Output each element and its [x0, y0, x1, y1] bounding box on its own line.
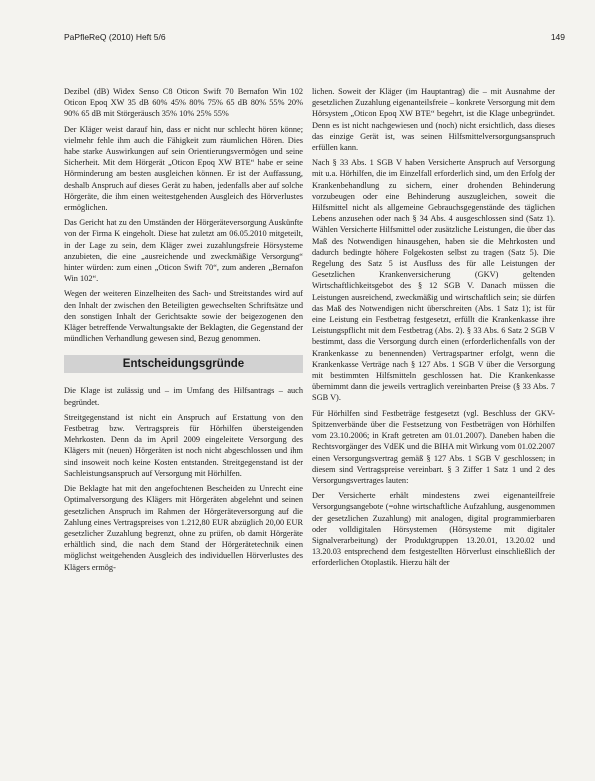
paragraph-subject-matter: Streitgegenstand ist nicht ein Anspruch auf Erstattung von den Festbetrag bzw. Vertragspreis für Hörhilfen übersteigenden Mehrkosten. Denn da im April 2009 eingeleitete Versorgung des Klägers mit (neuen) Hörgeräten ist noch nicht abgeschlossen und ihm sind insoweit noch keine Kosten entstanden. Streitgegenstand ist der Sachleistungsanspruch auf Versorgung mit Hörhilfen. — [64, 412, 303, 478]
page-number: 149 — [550, 32, 565, 42]
paragraph-contract-quote: Der Versicherte erhält mindestens zwei eigenanteilfreie Versorgungsangebote (=ohne wirtschaftliche Aufzahlung, ausgenommen der gesetzlichen Zuzahlung) mit analogen, digital programmierbaren oder volldigitalen Hörsystemen (Hörsysteme mit digitaler Signalverarbeitung) der Produktgruppen 13.20.01, 13.20.02 und 13.20.03 entsprechend dem festgestellten Hörverlust einschließlich der erforderlichen Otoplastik. Hierzu hält der — [312, 491, 555, 568]
paragraph-fixed-amounts: Für Hörhilfen sind Festbeträge festgesetzt (vgl. Beschluss der GKV-Spitzenverbände über die Festsetzung von Festbeträgen von Hörhilfen vom 23.10.2006; in Kraft getreten am 01.01.2007). Daneben haben die Rechtsvorgänger des VdEK und die BIHA mit Wirkung vom 01.02.2007 einen Versorgungsvertrag gemäß § 127 Abs. 1 SGB V geschlossen; in diesem sind Vertragspreise vereinbart. § 3 Ziffer 1 Satz 1 und 2 des Versorgungsvertrages lauten: — [312, 408, 555, 485]
right-column — [312, 86, 555, 573]
left-column — [64, 86, 303, 577]
paragraph-legal-basis: Nach § 33 Abs. 1 SGB V haben Versicherte Anspruch auf Versorgung mit u.a. Hörhilfen, die im Einzelfall erforderlich sind, um den Erfolg der Krankenbehandlung zu sichern, einer drohenden Behinderung vorzubeugen oder eine Behinderung auszugleichen, soweit die Hilfsmittel nicht als allgemeine Gebrauchsgegenstände des täglichen Lebens anzusehen oder nach § 34 Abs. 4 ausgeschlossen sind (Satz 1). Wählen Versicherte Hilfsmittel oder zusätzliche Leistungen, die über das Maß des Notwendigen hinausgehen, haben sie die Mehrkosten und dadurch bedingte höhere Folgekosten selbst zu tragen (Satz 5). Die Regelung des Satz 5 ist Ausfluss des für alle Leistungen der Gesetzlichen Krankenversicherung (GKV) geltenden Wirtschaftlichkeitsgebot des § 12 SGB V. Danach müssen die Leistungen ausreichend, zweckmäßig und wirtschaftlich sein; sie dürfen das Maß des Notwendigen nicht überschreiten (Abs. 1 Satz 1); ist für eine Leistung ein Festbetrag festgesetzt, erfüllt die Krankenkasse ihre Leistungspflicht mit dem Festbetrag (Abs. 2). § 33 Abs. 6 Satz 2 SGB V bestimmt, dass die Versorgung durch einen (erforderlichenfalls von der Krankenkasse zu benennenden) Vertragspartner erfolgt, wenn die Krankenkasse Verträge nach § 127 Abs. 1 SGB V über die Versorgung mit bestimmten Hilfsmitteln geschlossen hat. Die Krankenkasse übernimmt dann die jeweils vertraglich vereinbarten Preise (§ 33 Abs. 7 SGB V). — [312, 158, 555, 403]
running-header — [64, 30, 565, 44]
paragraph-score-table: Dezibel (dB) Widex Senso C8 Oticon Swift 70 Bernafon Win 102 Oticon Epoq XW 35 dB 60% 45% 80% 75% 65 dB 80% 55% 20% 90% 65 dB mit Störgeräusch 35% 10% 25% 55% — [64, 87, 303, 119]
paragraph-court-inquiry: Das Gericht hat zu den Umständen der Hörgeräteversorgung Auskünfte von der Firma K eingeholt. Diese hat zuletzt am 06.05.2010 mitgeteilt, in der Lage zu sein, dem Kläger zwei zuzahlungsfreie Hörsysteme anzubieten, die eine „ausreichende und zweckmäßige Versorgung“ hinter würden: zum einen „Oticon Swift 70“, zum anderen „Bernafon Win 102“. — [64, 218, 303, 284]
paragraph-defendant-decision: Die Beklagte hat mit den angefochtenen Bescheiden zu Unrecht eine Optimalversorgung des Klägers mit Hörgeräten abgelehnt und seinen gesetzlichen Anspruch im Rahmen der Hörgeräteversorgung auf die Zahlung eines Vertragspreises von 1.212,80 EUR abzüglich 20,00 EUR gesetzlicher Zuzahlung begrenzt, ohne zu prüfen, ob damit Hörgeräte erhältlich sind, die nach dem Stand der Hörgerätetechnik einen möglichst weitgehenden Ausgleich des individuellen Hörverlustes des Klägers ermög- — [64, 484, 303, 572]
section-heading-bar — [64, 355, 303, 373]
paragraph-plaintiff-statement: Der Kläger weist darauf hin, dass er nicht nur schlecht hören könne; vielmehr fehle ihm auch die Fähigkeit zum räumlichen Hören. Dies habe starke Auswirkungen auf sein Orientierungsvermögen und seine Sicherheit. Mit dem Hörgerät „Oticon Epoq XW BTE“ habe er seine Hörminderung am besten ausgleichen können. Er ist der Auffassung, deshalb Anspruch auf dieses Gerät zu haben, jedenfalls aber auf solche Hörgeräte, die ihm einen weitestgehenden Ausgleich des Hörverlustes ermöglichen. — [64, 124, 303, 213]
paragraph-further-details: Wegen der weiteren Einzelheiten des Sach- und Streitstandes wird auf den Inhalt der zwischen den Beteiligten gewechselten Schriftsätze und den sonstigen Inhalt der Gerichtsakte sowie der beigezogenen den Kläger betreffende Verwaltungsakte der Beklagten, die Gegenstand der mündlichen Verhandlung gewesen sind, Bezug genommen. — [64, 289, 303, 344]
journal-reference: PaPfleReQ (2010) Heft 5/6 — [64, 32, 166, 42]
paragraph-main-claim: lichen. Soweit der Kläger (im Hauptantrag) die – mit Ausnahme der gesetzlichen Zuzahlung eigenanteilsfreie – konkrete Versorgung mit dem Hörsystem „Oticon Epoq XW BTE“ begehrt, ist die Klage unbegründet. Denn es ist nicht nachgewiesen und (noch) nicht ersichtlich, dass dieses das einzige Gerät ist, was seinen Hilfsmittelversorgungsanspruch erfüllen kann. — [312, 87, 555, 153]
paragraph-admissibility: Die Klage ist zulässig und – im Umfang des Hilfsantrags – auch begründet. — [64, 386, 303, 407]
section-title: Entscheidungsgründe — [122, 358, 245, 371]
